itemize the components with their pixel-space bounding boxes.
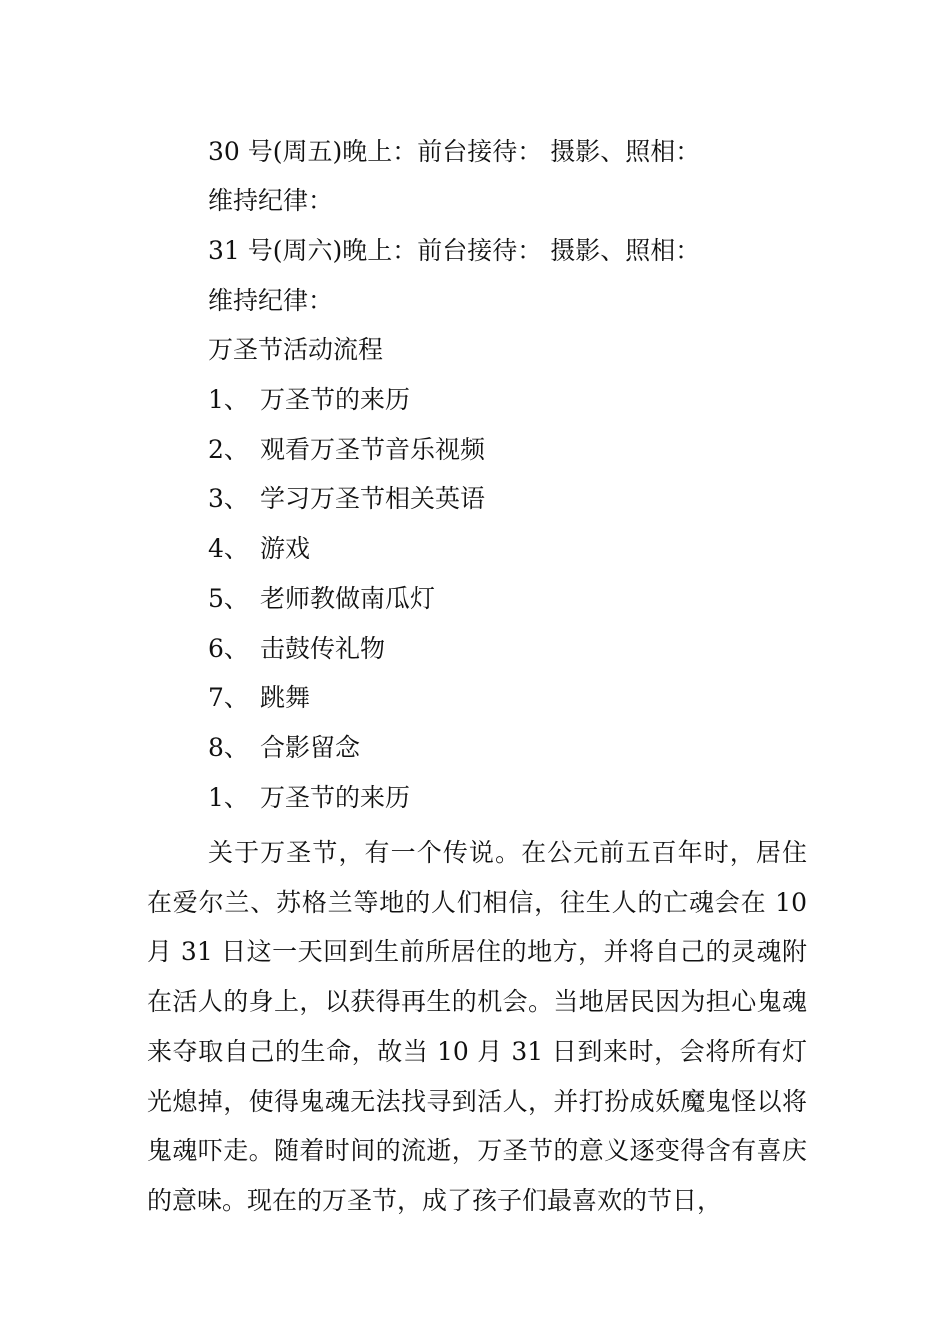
schedule-line-30: 30 号(周五)晚上：前台接待： 摄影、照相：	[208, 137, 701, 166]
list-item	[208, 683, 310, 713]
list-item-label: 跳舞	[260, 683, 311, 712]
list-item-number: 6、	[208, 634, 249, 663]
list-item-number: 2、	[208, 435, 249, 464]
list-item-label: 击鼓传礼物	[260, 634, 386, 663]
origin-paragraph: 关于万圣节，有一个传说。在公元前五百年时，居住在爱尔兰、苏格兰等地的人们相信，往生人的亡魂会在 10 月 31 日这一天回到生前所居住的地方，并将自己的灵魂附在活人的身上，以获得再生的机会。当地居民因为担心鬼魂来夺取自己的生命，故当 10 月 31 日到来时，会将所有灯光熄掉，使得鬼魂无法找寻到活人，并打扮成妖魔鬼怪以将鬼魂吓走。随着时间的流逝，万圣节的意义逐变得含有喜庆的意味。现在的万圣节，成了孩子们最喜欢的节日，	[147, 838, 807, 1215]
list-item	[208, 584, 435, 614]
section-heading	[208, 783, 410, 813]
list-item	[208, 733, 360, 763]
schedule-line-31: 31 号(周六)晚上：前台接待： 摄影、照相：	[208, 236, 701, 265]
list-item-label: 学习万圣节相关英语	[260, 484, 486, 513]
list-item-number: 1、	[208, 385, 249, 414]
list-item-label: 游戏	[260, 534, 311, 563]
list-item	[208, 534, 310, 564]
flow-title: 万圣节活动流程	[208, 335, 384, 364]
list-item	[208, 385, 410, 415]
list-item-label: 老师教做南瓜灯	[260, 584, 436, 613]
discipline-line-30: 维持纪律：	[208, 186, 334, 215]
list-item	[208, 484, 485, 514]
section-heading-label: 万圣节的来历	[260, 783, 411, 812]
list-item	[208, 435, 485, 465]
list-item-label: 合影留念	[260, 733, 361, 762]
list-item	[208, 634, 385, 664]
list-item-label: 观看万圣节音乐视频	[260, 435, 486, 464]
list-item-number: 3、	[208, 484, 249, 513]
list-item-label: 万圣节的来历	[260, 385, 411, 414]
list-item-number: 5、	[208, 584, 249, 613]
list-item-number: 8、	[208, 733, 249, 762]
discipline-line-31: 维持纪律：	[208, 286, 334, 315]
section-heading-number: 1、	[208, 783, 249, 812]
list-item-number: 4、	[208, 534, 249, 563]
list-item-number: 7、	[208, 683, 249, 712]
